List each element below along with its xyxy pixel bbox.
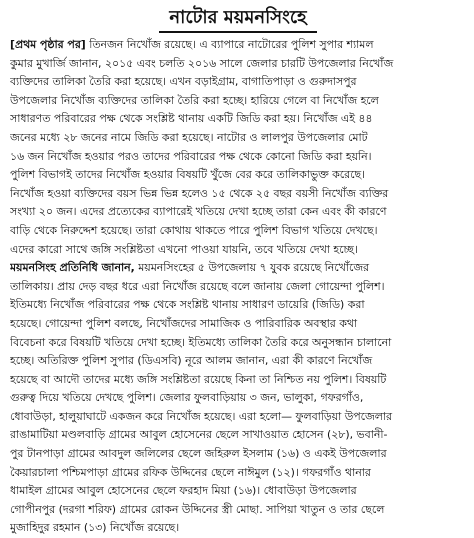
- text-line: বিবেচনা করে বিষয়টি খতিয়ে দেখা হচ্ছে। ইতিমধ্যে তালিকা তৈরি করে অনুসন্ধান চালানো: [10, 335, 392, 349]
- text-line: হয়েছে। গোয়েন্দা পুলিশ বলছে, নিখোঁজদের সামাজিক ও পারিবারিক অবস্থার কথা: [10, 316, 358, 330]
- headline-wrap: [10, 6, 466, 36]
- text-line: কুমার মুখার্জি জানান, ২০১৫ এবং চলতি ২০১৬ সালে জেলার চারটি উপজেলার নিখোঁজ: [10, 56, 394, 70]
- text-line: পুর টানপাড়া গ্রামের আবদুল জলিলের ছেলে জহিরুল ইসলাম (১৬) ও একই উপজেলার: [10, 447, 387, 461]
- text-line: সাধারণত পরিবারের পক্ষ থেকে সংশ্লিষ্ট থানায় একটি জিডি করা হয়। নিখোঁজ এই ৪৪: [10, 112, 373, 126]
- paragraph-2-first-line-text: ময়মনসিংহের ৫ উপজেলায় ৭ যুবক রয়েছে নিখোঁজের: [134, 261, 370, 275]
- text-line: কৈয়ারচালা পশ্চিমপাড়া গ্রামের রফিক উদ্দিনের ছেলে নাঈমুল (১২)। গফরগাঁও থানার: [10, 465, 371, 479]
- text-line: উপজেলার নিখোঁজ ব্যক্তিদের তালিকা তৈরি করা হচ্ছে। হারিয়ে গেলে বা নিখোঁজ হলে: [10, 93, 379, 107]
- article-body: [10, 36, 466, 538]
- text-line: এদের কারো সাথে জঙ্গি সংশ্লিষ্টতা এখনো পাওয়া যায়নি, তবে খতিয়ে দেখা হচ্ছে।: [10, 242, 358, 256]
- text-line: ধোবাউড়া, হালুয়াঘাটে একজন করে নিখোঁজ হয়েছে। এরা হলো— ফুলবাড়িয়া উপজেলার: [10, 409, 392, 423]
- text-line: গুরুত্ব দিয়ে খতিয়ে দেখছে পুলিশ। জেলার ফুলবাড়িয়ায় ৩ জন, ভালুকা, গফরগাঁও,: [10, 391, 364, 405]
- text-line: হয়েছে বা আদৌ তাদের মধ্যে জঙ্গি সংশ্লিষ্টতা রয়েছে কিনা তা নিশ্চিত নয় পুলিশ। বিষয়টি: [10, 372, 387, 386]
- text-line: ধামাইল গ্রামের আবুল হোসেনের ছেলে ফরহাদ মিয়া (১৬)। ধোবাউড়া উপজেলার: [10, 484, 357, 498]
- text-line: বাড়ি থেকে নিরুদ্দেশ হয়েছে। তারা কোথায় থাকতে পারে পুলিশ বিভাগ খতিয়ে দেখছে।: [10, 223, 378, 237]
- text-line: রাঙামাটিয়া মণ্ডলবাড়ি গ্রামের আবুল হোসেনের ছেলে সাখাওয়াত হোসেন (২৮), ভবানী-: [10, 428, 388, 442]
- correspondent-byline: ময়মনসিংহ প্রতিনিধি জানান,: [10, 261, 135, 275]
- text-line: জনের মধ্যে ২৮ জনের নামে জিডি করা হয়েছে। নাটোর ও লালপুর উপজেলার মোট: [10, 130, 368, 144]
- text-line: ব্যক্তিদের তালিকা তৈরি করা হয়েছে। এখন বড়াইগ্রাম, বাগাতিপাড়া ও গুরুদাসপুর: [10, 75, 357, 89]
- paragraph-2-first-line: [10, 259, 466, 278]
- paragraph-1-first-line: [10, 36, 466, 55]
- text-line: পুলিশ বিভাগই তাদের নিখোঁজ হওয়ার বিষয়টি খুঁজে বের করে তালিকাভুক্ত করেছে।: [10, 168, 365, 182]
- continued-from-front-page-label: [প্রথম পৃষ্ঠার পর]: [10, 38, 86, 51]
- text-line: ১৬ জন নিখোঁজ হওয়ার পরও তাদের পরিবারের পক্ষ থেকে কোনো জিডি করা হয়নি।: [10, 149, 372, 163]
- text-line: ইতিমধ্যে নিখোঁজ পরিবারের পক্ষ থেকে সংশ্লিষ্ট থানায় সাধারণ ডায়েরি (জিডি) করা: [10, 298, 365, 312]
- text-line: তালিকায়। প্রায় দেড় বছর ধরে এরা নিখোঁজ রয়েছে বলে জানায় জেলা গোয়েন্দা পুলিশ।: [10, 279, 385, 293]
- text-line: গোপীনপুর (দরগা শরিফ) গ্রামের রোকন উদ্দিনের স্ত্রী মোছা. সাপিয়া খাতুন ও তার ছেলে: [10, 502, 385, 516]
- text-line: হচ্ছে। অতিরিক্ত পুলিশ সুপার (ডিএসবি) নূরে আলম জানান, এরা কী কারণে নিখোঁজ: [10, 354, 373, 368]
- paragraph-1-first-line-text: তিনজন নিখোঁজ রয়েছে। এ ব্যাপারে নাটোরের পুলিশ সুপার শ্যামল: [85, 38, 374, 51]
- text-line: মুজাহিদুর রহমান (১৩) নিখোঁজ রয়েছে।: [10, 521, 180, 535]
- headline: নাটোর ময়মনসিংহে: [159, 6, 316, 33]
- text-line: সংখ্যা ২০ জন। এদের প্রত্যেকের ব্যাপারেই খতিয়ে দেখা হচ্ছে তারা কেন এবং কী কারণে: [10, 205, 387, 219]
- text-line: নিখোঁজ হওয়া ব্যক্তিদের বয়স ভিন্ন ভিন্ন হলেও ১৫ থেকে ২৫ বছর বয়সী নিখোঁজ ব্যক্তির: [10, 186, 389, 200]
